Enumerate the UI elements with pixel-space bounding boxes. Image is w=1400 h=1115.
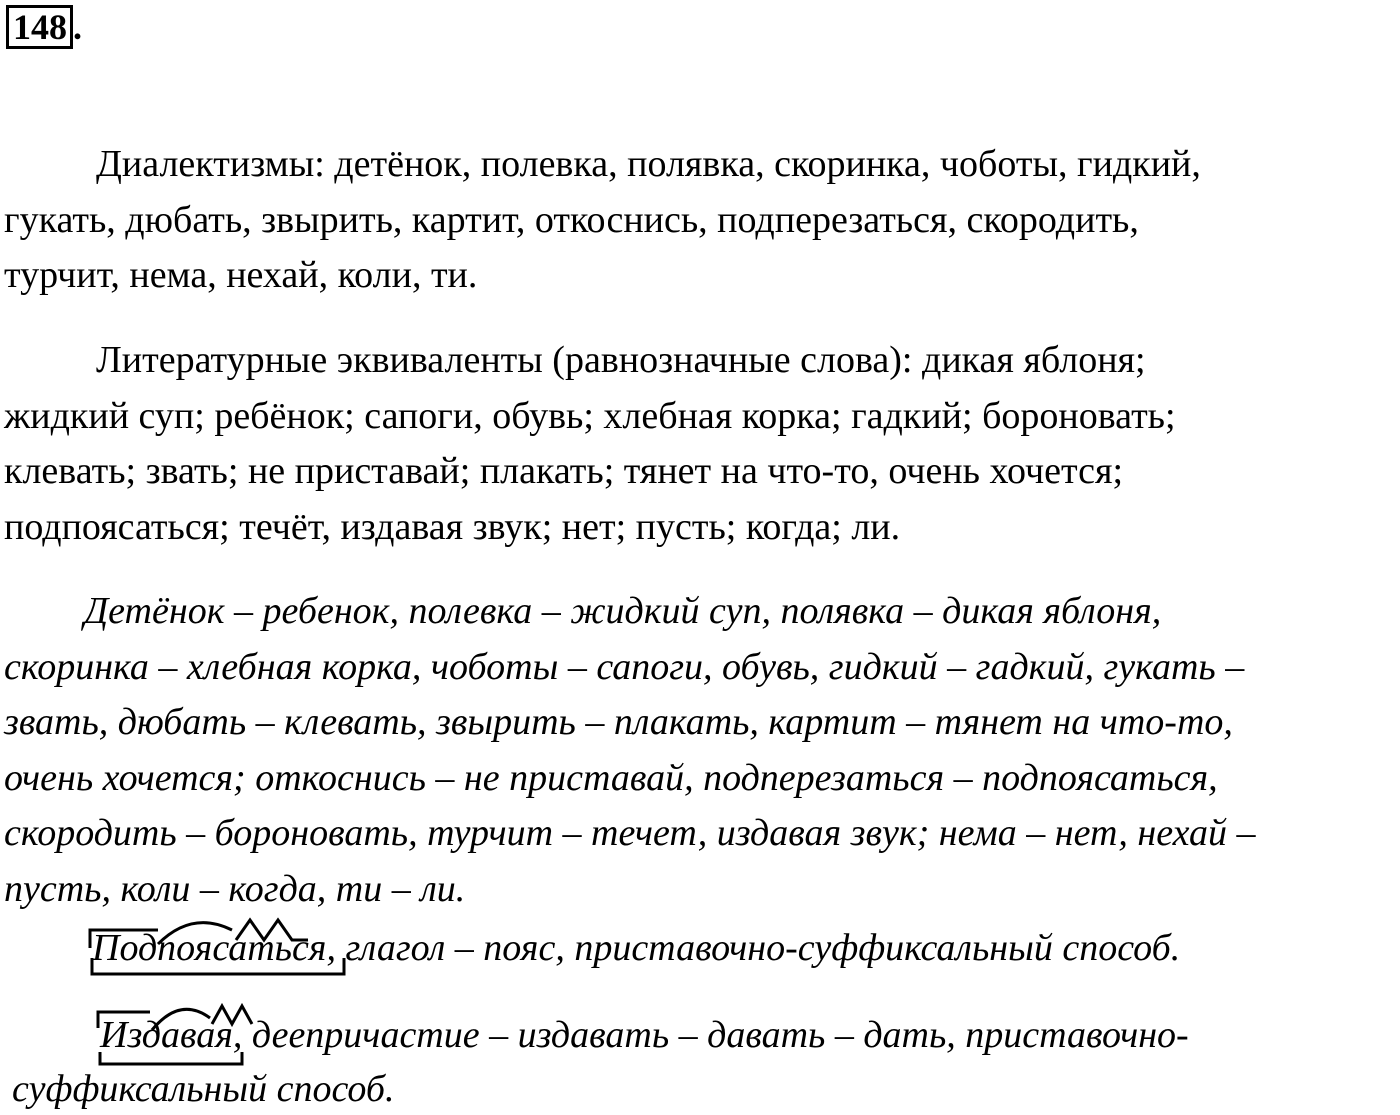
parsed-word: Подпоясаться [92, 927, 327, 969]
pairs-line: скородить – бороновать, турчит – течет, издавая звук; нема – нет, нехай – [4, 812, 1256, 854]
pairs-line: звать, дюбать – клевать, звырить – плакать, картит – тянет на что-то, [4, 701, 1233, 743]
pairs-line: очень хочется; откоснись – не приставай, подперезаться – подпоясаться, [4, 756, 1218, 799]
dialectisms-line: турчит, нема, нехай, коли, ти. [4, 254, 478, 296]
equivalents-line: подпоясаться; течёт, издавая звук; нет; пусть; когда; ли. [4, 505, 901, 548]
dialectisms-line: гукать, дюбать, звырить, картит, откоснись, подперезаться, скородить, [4, 198, 1139, 241]
parse-description-continuation: суффиксальный способ. [12, 1068, 395, 1110]
parse-description: , глагол – пояс, приставочно-суффиксальный способ. [326, 927, 1181, 969]
pairs-line: скоринка – хлебная корка, чоботы – сапоги, обувь, гидкий – гадкий, гукать – [4, 645, 1245, 688]
equivalents-line: жидкий суп; ребёнок; сапоги, обувь; хлебная корка; гадкий; бороновать; [4, 394, 1176, 437]
parse-description: , деепричастие – издавать – давать – дать, приставочно- [232, 1014, 1189, 1056]
dialectisms-line: Диалектизмы: детёнок, полевка, полявка, скоринка, чоботы, гидкий, [96, 143, 1201, 185]
equivalents-line: клевать; звать; не приставай; плакать; тянет на что-то, очень хочется; [4, 450, 1123, 492]
pairs-paragraph [4, 584, 1394, 917]
word-parse-podpoyasatsya [92, 925, 1180, 971]
pairs-line: Детёнок – ребенок, полевка – жидкий суп, полявка – дикая яблоня, [84, 590, 1162, 632]
dialectisms-paragraph [4, 137, 1394, 304]
equivalents-paragraph [4, 333, 1394, 555]
exercise-number [6, 5, 82, 49]
equivalents-line: Литературные эквиваленты (равнозначные слова): дикая яблоня; [96, 339, 1146, 381]
exercise-number-box: 148 [6, 5, 73, 49]
word-parse-izdavaya [100, 1012, 1189, 1058]
word-parse-continuation [12, 1066, 395, 1112]
pairs-line: пусть, коли – когда, ти – ли. [4, 867, 466, 910]
exercise-number-dot: . [73, 7, 82, 47]
parsed-word: Издавая [100, 1014, 233, 1056]
